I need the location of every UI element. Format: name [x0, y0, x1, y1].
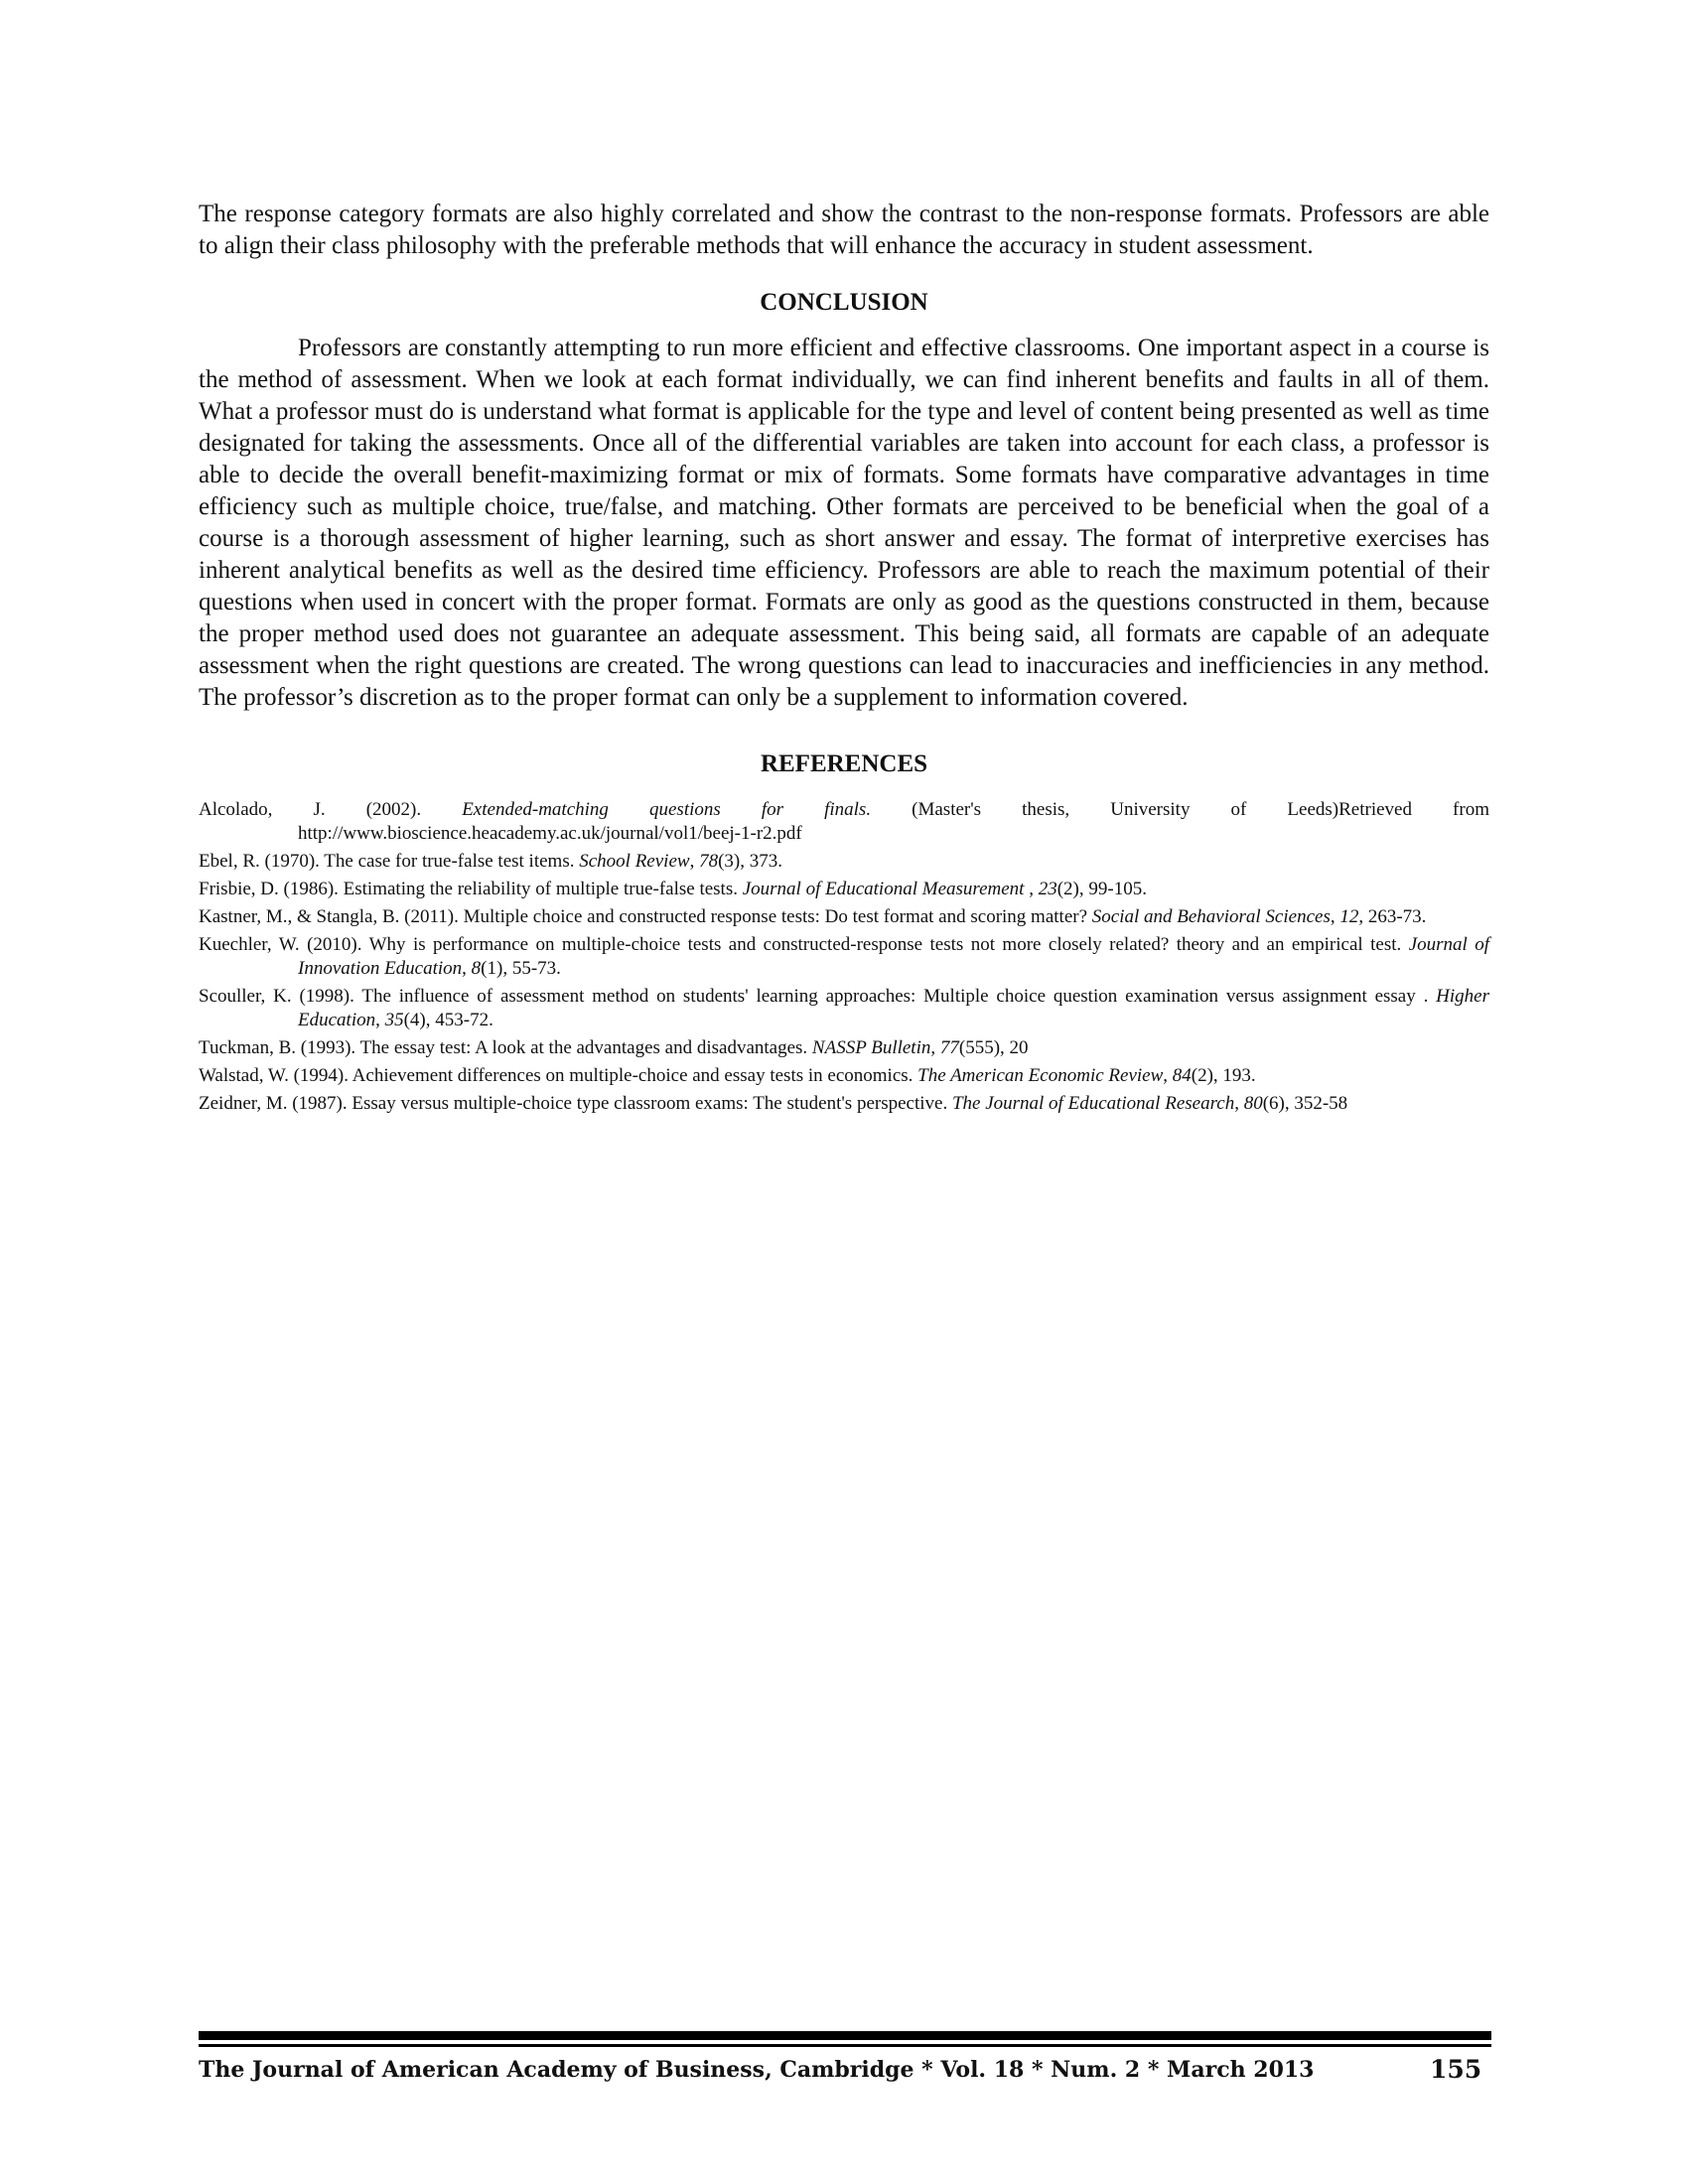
reference-item: Alcolado, J. (2002). Extended-matching questions for finals. (Master's thesis, University of Leeds)Retrieved from http://www.bioscience.heacademy.ac.uk/journal/vol1/beej-1-r2.pdf: [199, 799, 1489, 844]
reference-item: Walstad, W. (1994). Achievement differences on multiple-choice and essay tests in economics. The American Economic Review, 84(2), 193.: [199, 1065, 1256, 1086]
reference-item: Frisbie, D. (1986). Estimating the reliability of multiple true-false tests. Journal of Educational Measurement , 23(2), 99-105.: [199, 879, 1147, 899]
page-content: [199, 199, 1489, 1120]
reference-item: Kastner, M., & Stangla, B. (2011). Multiple choice and constructed response tests: Do test format and scoring matter? Social and Behavioral Sciences, 12, 263-73.: [199, 906, 1427, 927]
reference-item: Scouller, K. (1998). The influence of assessment method on students' learning approaches: Multiple choice question examination versus assignment essay . Higher Education, 35(4), 453-72.: [199, 986, 1489, 1030]
references-heading: REFERENCES: [760, 751, 928, 777]
intro-paragraph: The response category formats are also highly correlated and show the contrast to the non-response formats. Professors are able to align their class philosophy with the preferable methods that will enhance the accuracy in student assessment.: [199, 201, 1489, 259]
reference-item: Zeidner, M. (1987). Essay versus multiple-choice type classroom exams: The student's perspective. The Journal of Educational Research, 80(6), 352-58: [199, 1093, 1348, 1114]
conclusion-heading: CONCLUSION: [760, 289, 928, 316]
conclusion-paragraph: Professors are constantly attempting to run more efficient and effective classrooms. One important aspect in a course is the method of assessment. When we look at each format individually, we can find inherent benefits and faults in all of them. What a professor must do is understand what format is applicable for the type and level of content being presented as well as time designated for taking the assessments. Once all of the differential variables are taken into account for each class, a professor is able to decide the overall benefit-maximizing format or mix of formats. Some formats have comparative advantages in time efficiency such as multiple choice, true/false, and matching. Other formats are perceived to be beneficial when the goal of a course is a thorough assessment of higher learning, such as short answer and essay. The format of interpretive exercises has inherent analytical benefits as well as the desired time efficiency. Professors are able to reach the maximum potential of their questions when used in concert with the proper format. Formats are only as good as the questions constructed in them, because the proper method used does not guarantee an adequate assessment. This being said, all formats are capable of an adequate assessment when the right questions are created. The wrong questions can lead to inaccuracies and inefficiencies in any method. The professor’s discretion as to the proper format can only be a supplement to information covered.: [199, 335, 1489, 711]
references-list: [199, 798, 1489, 1116]
reference-item: Tuckman, B. (1993). The essay test: A look at the advantages and disadvantages. NASSP Bulletin, 77(555), 20: [199, 1037, 1029, 1058]
footer-rule-thick: [199, 2031, 1491, 2040]
footer-rule-thin: [199, 2044, 1491, 2047]
reference-item: Kuechler, W. (2010). Why is performance on multiple-choice tests and constructed-response tests not more closely related? theory and an empirical test. Journal of Innovation Education, 8(1), 55-73.: [199, 934, 1490, 979]
reference-item: Ebel, R. (1970). The case for true-false test items. School Review, 78(3), 373.: [199, 851, 782, 872]
page-number: 155: [1430, 2055, 1482, 2084]
journal-footer: The Journal of American Academy of Business, Cambridge * Vol. 18 * Num. 2 * March 2013: [199, 2057, 1315, 2083]
